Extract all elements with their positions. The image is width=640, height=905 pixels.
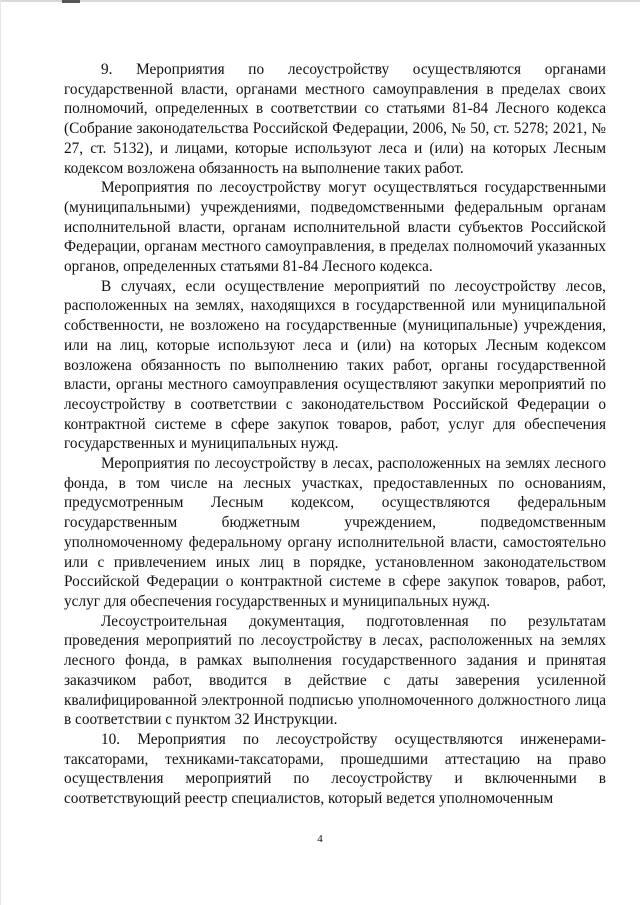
paragraph-forest-fund: Мероприятия по лесоустройству в лесах, расположенных на землях лесного фонда, в том числе на лесных участках, предоставленных по основаниям, предусмотренным Лесным кодексом, осуществляются федеральным государственным бюджетным учреждением, подведомственным уполномоченному федеральному органу исполнительной власти, самостоятельно или с привлечением иных лиц в порядке, установленном законодательством Российской Федерации о контрактной системе в сфере закупок товаров, работ, услуг для обеспечения государственных и муниципальных нужд. [64, 455, 606, 610]
page-number: 4 [317, 833, 323, 845]
scan-edge-left [0, 0, 1, 905]
paragraph-item-10: 10. Мероприятия по лесоустройству осуществляются инженерами-таксаторами, техниками-таксаторами, прошедшими аттестацию на право осуществления мероприятий по лесоустройству и включенными в соответствующий реестр специалистов, который ведется уполномоченным [64, 730, 606, 808]
paragraph-institutions: Мероприятия по лесоустройству могут осуществляться государственными (муниципальными) учреждениями, подведомственными федеральным органам исполнительной власти, органам исполнительной власти субъектов Российской Федерации, органам местного самоуправления, в пределах полномочий указанных органов, определенных статьями 81-84 Лесного кодекса. [64, 179, 606, 276]
scan-edge-top [0, 0, 640, 2]
document-body [64, 60, 606, 809]
scan-mark [62, 0, 80, 3]
paragraph-item-9: 9. Мероприятия по лесоустройству осуществляются органами государственной власти, органами местного самоуправления в пределах своих полномочий, определенных в соответствии со статьями 81-84 Лесного кодекса (Собрание законодательства Российской Федерации, 2006, № 50, ст. 5278; 2021, № 27, ст. 5132), и лицами, которые используют леса и (или) на которых Лесным кодексом возложена обязанность на выполнение таких работ. [64, 61, 606, 177]
paragraph-procurement: В случаях, если осуществление мероприятий по лесоустройству лесов, расположенных на землях, находящихся в государственной или муниципальной собственности, не возложено на государственные (муниципальные) учреждения, или на лиц, которые используют леса и (или) на которых Лесным кодексом возложена обязанность по выполнению таких работ, органы государственной власти, органы местного самоуправления осуществляют закупки мероприятий по лесоустройству в соответствии с законодательством Российской Федерации о контрактной системе в сфере закупок товаров, работ, услуг для обеспечения государственных и муниципальных нужд. [64, 277, 606, 453]
paragraph-documentation: Лесоустроительная документация, подготовленная по результатам проведения мероприятий по лесоустройству в лесах, расположенных на землях лесного фонда, в рамках выполнения государственного задания и принятая заказчиком работ, вводится в действие с даты заверения усиленной квалифицированной электронной подписью уполномоченного должностного лица в соответствии с пунктом 32 Инструкции. [64, 612, 606, 729]
